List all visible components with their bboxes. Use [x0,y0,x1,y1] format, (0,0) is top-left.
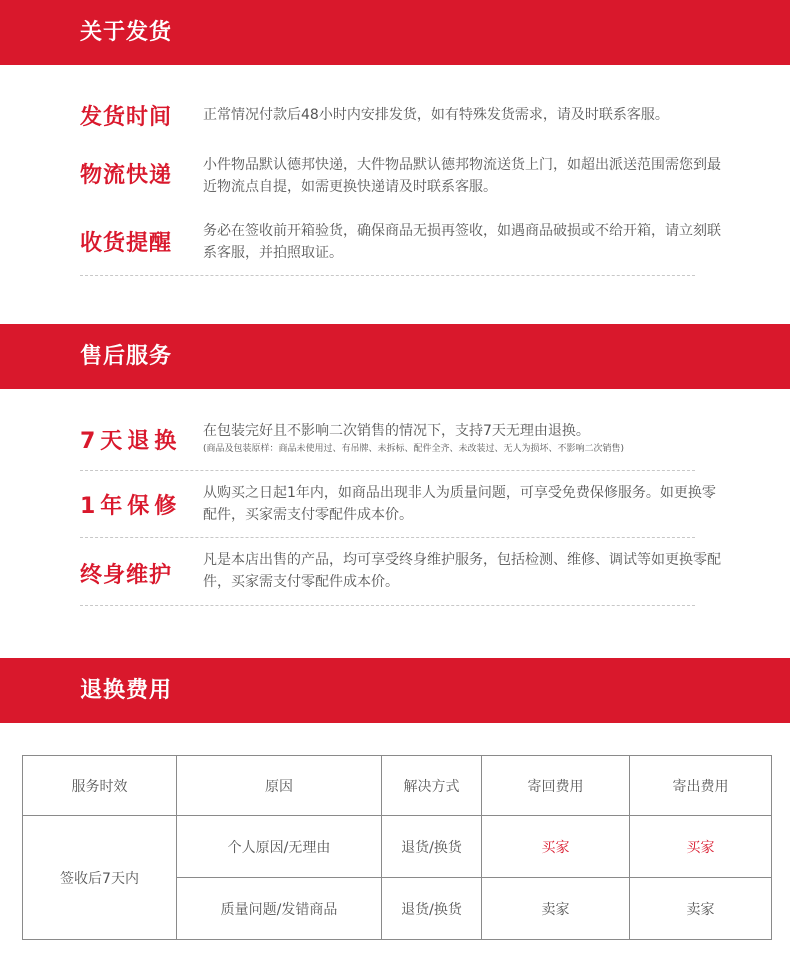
fees-section-header [0,658,790,723]
logistics-text: 小件物品默认德邦快递，大件物品默认德邦物流送货上门，如超出派送范围需您到最近物流点自提，如需更换快递请及时联系客服。 [203,157,721,195]
shipping-section-title: 关于发货 [80,20,173,45]
receipt-reminder-label: 收货提醒 [80,231,173,256]
divider [80,605,695,606]
after-sales-section-title: 售后服务 [80,344,173,369]
solution-cell: 退货/换货 [382,878,482,940]
shipping-time-text: 正常情况付款后48小时内安排发货，如有特殊发货需求，请及时联系客服。 [203,107,669,123]
seven-day-return-label: 7天退换 [80,429,182,454]
divider [80,470,695,471]
divider [80,275,695,276]
return-fee-cell: 卖家 [482,878,630,940]
header-cell-reason: 原因 [177,756,382,816]
header-cell-solution: 解决方式 [382,756,482,816]
send-fee-cell: 买家 [630,816,772,878]
seven-day-return-desc [203,420,728,456]
one-year-warranty-label: 1年保修 [80,494,182,519]
receipt-reminder-text: 务必在签收前开箱验货，确保商品无损再签收，如遇商品破损或不给开箱，请立刻联系客服，并拍照取证。 [203,223,721,261]
seven-day-return-text: 在包装完好且不影响二次销售的情况下，支持7天无理由退换。 [203,423,590,439]
table-row [23,816,772,878]
after-sales-section-header [0,324,790,389]
header-cell-return-fee: 寄回费用 [482,756,630,816]
shipping-time-label: 发货时间 [80,105,173,130]
fees-table [22,755,772,940]
reason-cell: 质量问题/发错商品 [177,878,382,940]
return-fee-cell: 买家 [482,816,630,878]
header-cell-period: 服务时效 [23,756,177,816]
divider [80,537,695,538]
shipping-section-header [0,0,790,65]
period-cell: 签收后7天内 [23,816,177,940]
lifetime-maintenance-label: 终身维护 [80,563,173,588]
table-header-row [23,756,772,816]
send-fee-cell: 卖家 [630,878,772,940]
seven-day-return-note: (商品及包装原样：商品未使用过、有吊牌、未拆标、配件全齐、未改装过、无人为损坏、不影响二次销售) [203,444,625,454]
logistics-label: 物流快递 [80,163,173,188]
fees-section-title: 退换费用 [80,678,173,703]
solution-cell: 退货/换货 [382,816,482,878]
header-cell-send-fee: 寄出费用 [630,756,772,816]
lifetime-maintenance-text: 凡是本店出售的产品，均可享受终身维护服务，包括检测、维修、调试等如更换零配件，买家需支付零配件成本价。 [203,552,721,590]
reason-cell: 个人原因/无理由 [177,816,382,878]
one-year-warranty-text: 从购买之日起1年内，如商品出现非人为质量问题，可享受免费保修服务。如更换零配件，买家需支付零配件成本价。 [203,485,716,523]
